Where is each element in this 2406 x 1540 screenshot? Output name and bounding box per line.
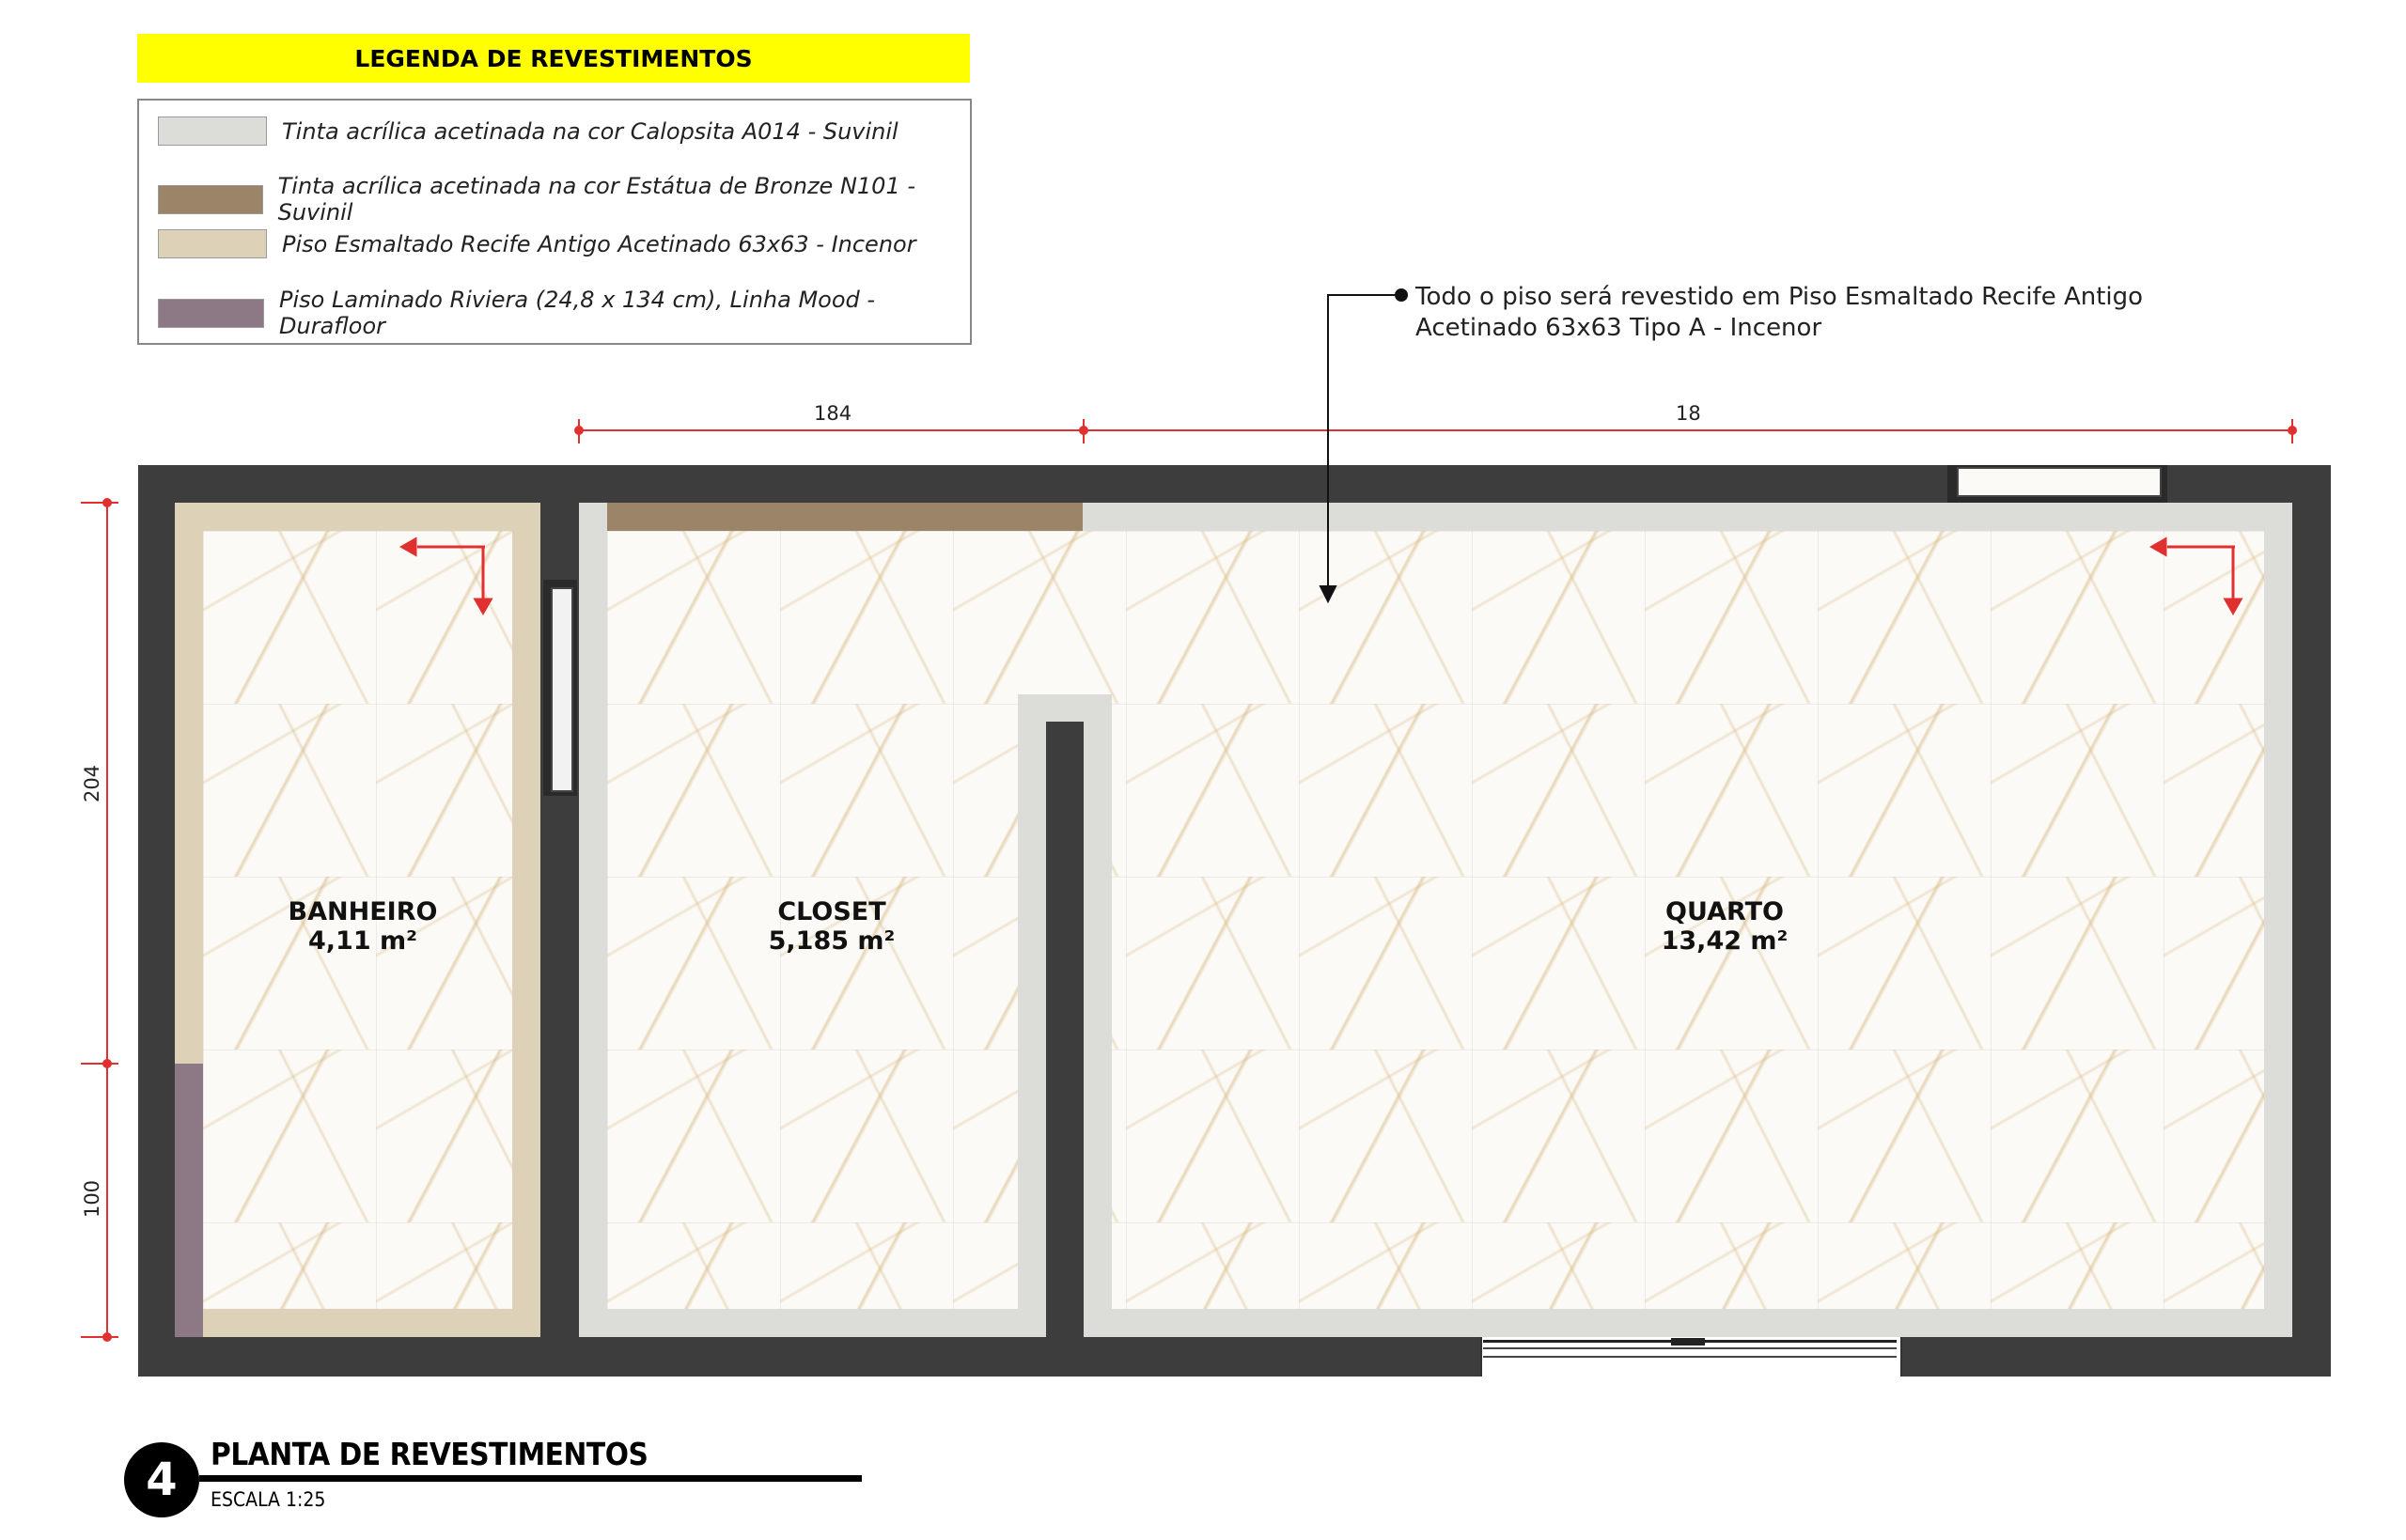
legend-title: LEGENDA DE REVESTIMENTOS xyxy=(137,34,970,83)
dimension-label-top-right: 18 xyxy=(1676,402,1701,425)
tile-start-arrow-quarto xyxy=(2152,539,2241,613)
drawing-title: PLANTA DE REVESTIMENTOS xyxy=(211,1436,648,1472)
callout-leader xyxy=(1320,289,1407,601)
callout-line-2: Acetinado 63x63 Tipo A - Incenor xyxy=(1415,314,1822,342)
dimension-label-left-upper: 204 xyxy=(81,764,104,803)
tile-start-arrow-bathroom xyxy=(402,539,491,613)
legend-label: Piso Esmaltado Recife Antigo Acetinado 63x63 - Incenor xyxy=(282,230,916,257)
room-name: QUARTO xyxy=(1665,897,1784,926)
room-area: 13,42 m² xyxy=(1661,926,1789,956)
dimension-label-top-left: 184 xyxy=(814,402,852,425)
dimension-label-left-lower: 100 xyxy=(81,1179,104,1219)
drawing-scale: ESCALA 1:25 xyxy=(211,1488,326,1511)
room-area: 4,11 m² xyxy=(308,926,417,956)
room-area: 5,185 m² xyxy=(768,926,896,956)
legend-label: Tinta acrílica acetinada na cor Estátua de Bronze N101 - Suvinil xyxy=(277,173,915,226)
room-name: CLOSET xyxy=(777,897,886,926)
legend-label: Tinta acrílica acetinada na cor Calopsita A014 - Suvinil xyxy=(282,117,898,145)
legend-label: Piso Laminado Riviera (24,8 x 134 cm), Linha Mood - Durafloor xyxy=(279,287,876,339)
title-underline xyxy=(199,1475,862,1482)
room-name: BANHEIRO xyxy=(288,897,438,926)
callout-line-1: Todo o piso será revestido em Piso Esmaltado Recife Antigo xyxy=(1415,283,2144,311)
drawing-number-badge: 4 xyxy=(124,1442,199,1517)
